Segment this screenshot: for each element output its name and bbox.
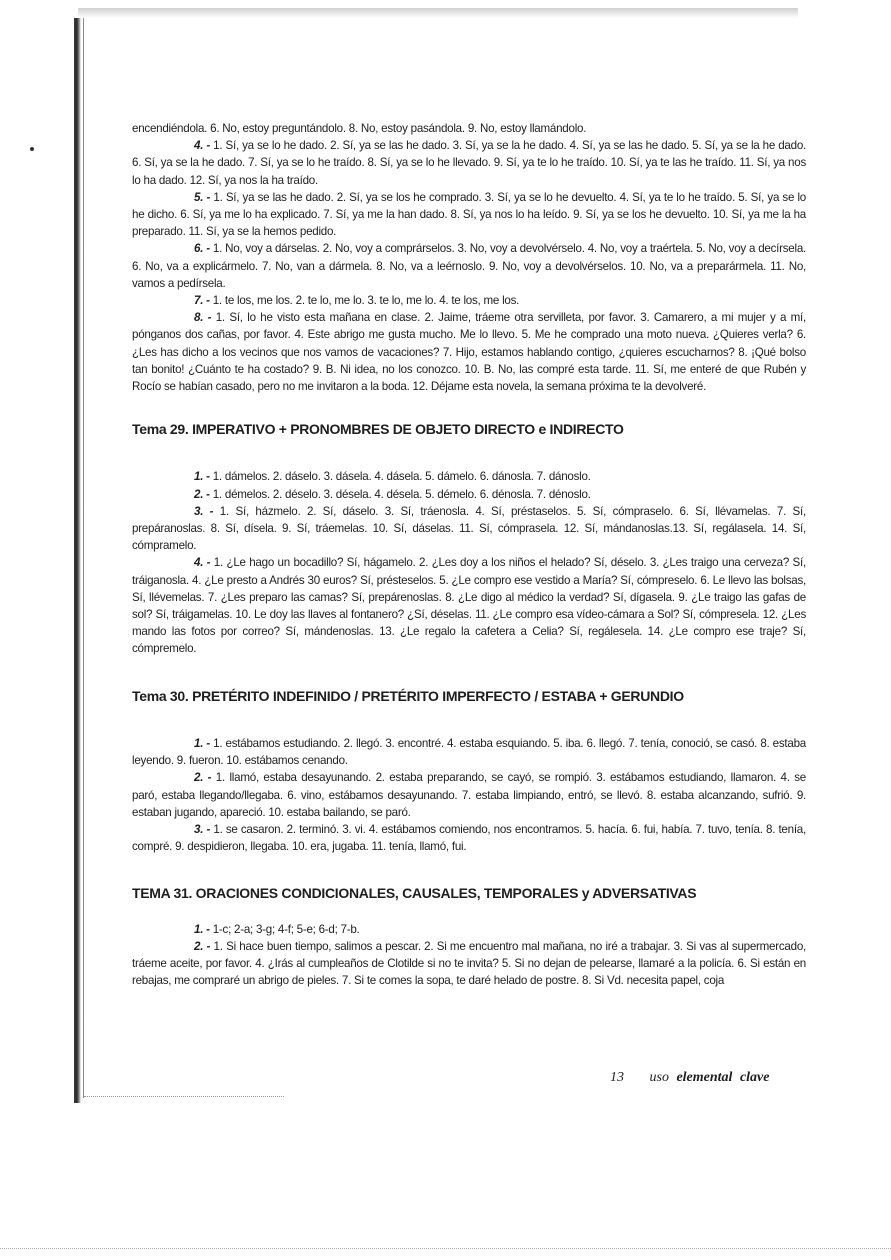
answer-paragraph <box>132 292 806 309</box>
exercise-number: 5. - <box>194 190 211 204</box>
answer-paragraph <box>132 554 806 657</box>
answer-text: 1. démelos. 2. déselo. 3. désela. 4. désela. 5. démelo. 6. dénosla. 7. dénoslo. <box>209 487 591 501</box>
exercise-number: 3. - <box>194 822 211 836</box>
scan-shadow-top <box>78 8 798 18</box>
answer-text: 1. te los, me los. 2. te lo, me lo. 3. te lo, me lo. 4. te los, me los. <box>209 294 520 308</box>
exercise-number: 4. - <box>194 556 211 570</box>
scan-binding-edge <box>74 18 81 1103</box>
answer-text: 1. ¿Le hago un bocadillo? Sí, hágamelo. 2. ¿Les doy a los niños el helado? Sí, déselo. 3. ¿Les traigo una cerveza? Sí, tráiganosla. 4. ¿Le presto a Andrés 30 euros? Sí, présteselos. 5. ¿Le compro ese vestido a María? Sí, cómpreselo. 6. Le llevo las bolsas, Sí, llévemelas. 7. ¿Les preparo las camas? Sí, prepárenoslas. 8. ¿Le digo al médico la verdad? Sí, dígasela. 9. ¿Le traigo las gafas de sol? Sí, tráigamelas. 10. Le doy las llaves al fontanero? ¿Sí, déselas. 11. ¿Le compro esa vídeo-cámara a Sol? Sí, cómpresela. 12. ¿Les mando las fotos por correo? Sí, mándenoslas. 13. ¿Le regalo la cafetera a Celia? Sí, regálesela. 14. ¿Le compro ese traje? Sí, cómpremelo. <box>132 556 806 656</box>
exercise-number: 1. - <box>194 736 210 750</box>
answer-text: 1. Sí, házmelo. 2. Sí, dáselo. 3. Sí, tráenosla. 4. Sí, préstaselos. 5. Sí, cómpraselo. 6. Sí, llévamelas. 7. Sí, prepáranoslas. 8. Sí, dísela. 9. Sí, tráemelas. 10. Sí, dáselas. 11. Sí, cómprasela. 12. Sí, mándanoslas.13. Sí, regálasela. 14. Sí, cómpramelo. <box>132 504 806 553</box>
answer-text: 1. estábamos estudiando. 2. llegó. 3. encontré. 4. estaba esquiando. 5. iba. 6. llegó. 7. tenía, conoció, se casó. 8. estaba leyendo. 9. fueron. 10. estábamos cenando. <box>132 736 806 768</box>
answer-paragraph <box>132 938 806 990</box>
exercise-number: 7. - <box>194 294 210 308</box>
exercise-number: 1. - <box>194 922 210 936</box>
exercise-number: 2. - <box>194 487 210 501</box>
answer-text: encendiéndola. 6. No, estoy preguntándolo. 8. No, estoy pasándola. 9. No, estoy llamándolo. <box>132 122 587 135</box>
exercise-number: 4. - <box>194 139 210 153</box>
answer-paragraph <box>132 468 806 485</box>
section-heading-tema-29: Tema 29. IMPERATIVO + PRONOMBRES DE OBJETO DIRECTO e INDIRECTO <box>132 421 624 438</box>
section-heading-tema-30: Tema 30. PRETÉRITO INDEFINIDO / PRETÉRITO IMPERFECTO / ESTABA + GERUNDIO <box>132 687 684 704</box>
exercise-number: 8. - <box>194 311 212 325</box>
scan-shadow-bottom <box>84 1096 284 1098</box>
answer-key-content <box>132 120 806 989</box>
answer-text: 1. dámelos. 2. dáselo. 3. dásela. 4. dásela. 5. dámelo. 6. dánosla. 7. dánoslo. <box>209 470 591 484</box>
answer-paragraph <box>132 486 806 503</box>
scan-page-edge <box>0 1248 891 1250</box>
answer-paragraph <box>132 503 806 555</box>
answer-paragraph <box>132 189 806 241</box>
footer-level: elemental <box>676 1070 733 1085</box>
page-footer <box>610 1070 769 1086</box>
answer-text: 1. Sí, ya se lo he dado. 2. Sí, ya se las he dado. 3. Sí, ya se la he dado. 4. Sí, ya se las he dado. 5. Sí, ya se la he dado. 6. Sí, ya se la he dado. 7. Sí, ya se lo he traído. 8. Sí, ya se lo he llevado. 9. Sí, ya te lo he traído. 10. Sí, ya te las he traído. 11. Sí, ya nos lo ha dado. 12. Sí, ya nos la ha traído. <box>132 139 806 187</box>
answer-paragraph <box>132 120 806 137</box>
answer-paragraph <box>132 309 806 395</box>
exercise-number: 2. - <box>194 939 211 953</box>
answer-paragraph <box>132 735 806 769</box>
exercise-number: 1. - <box>194 470 210 484</box>
answer-paragraph <box>132 769 806 821</box>
exercise-number: 6. - <box>194 242 210 256</box>
footer-book: clave <box>739 1070 770 1085</box>
answer-paragraph <box>132 137 806 189</box>
exercise-number: 3. - <box>194 504 214 518</box>
answer-text: 1. Sí, ya se las he dado. 2. Sí, ya se los he comprado. 3. Sí, ya se lo he devuelto. 4. Sí, ya te lo he traído. 5. Sí, ya se lo he dicho. 6. Sí, ya me lo ha explicado. 7. Sí, ya me la han dado. 8. Sí, ya nos lo ha leído. 9. Sí, ya se los he devuelto. 10. Sí, ya me la ha preparado. 11. Sí, ya se la hemos pedido. <box>132 190 806 239</box>
answer-paragraph <box>132 821 806 855</box>
answer-text: 1-c; 2-a; 3-g; 4-f; 5-e; 6-d; 7-b. <box>209 922 360 936</box>
answer-paragraph <box>132 240 806 292</box>
answer-text: 1. llamó, estaba desayunando. 2. estaba preparando, se cayó, se rompió. 3. estábamos estudiando, llamaron. 4. se paró, estaba llegando/llegaba. 6. vino, estábamos desayunando. 7. estaba limpiando, entró, se llevó. 8. estaba alcanzando, sufrió. 9. estaban jugando, apareció. 10. estaba bailando, se paró. <box>132 771 806 819</box>
answer-text: 1. Si hace buen tiempo, salimos a pescar. 2. Si me encuentro mal mañana, no iré a trabajar. 3. Si vas al supermercado, tráeme aceite, por favor. 4. ¿Irás al cumpleaños de Clotilde si no te invita? 5. Si no dejan de pelearse, llamaré a la policía. 6. Si están en rebajas, me compraré un abrigo de pieles. 7. Si te comes la sopa, te daré helado de postre. 8. Si Vd. necesita papel, coja <box>132 939 806 988</box>
answer-text: 1. se casaron. 2. terminó. 3. vi. 4. estábamos comiendo, nos encontramos. 5. hacía. 6. fui, había. 7. tuvo, tenía. 8. tenía, compré. 9. despidieron, llegaba. 10. era, jugaba. 11. tenía, llamó, fui. <box>132 822 806 854</box>
answer-text: 1. No, voy a dárselas. 2. No, voy a comprárselos. 3. No, voy a devolvérselo. 4. No, voy a traértela. 5. No, voy a decírsela. 6. No, va a explicármelo. 7. No, van a dármela. 8. No, va a leérnoslo. 9. No, voy a devolvérselos. 10. No, va a preparármela. 11. No, vamos a pedírsela. <box>132 242 806 290</box>
scan-binding-line <box>83 18 84 1098</box>
exercise-number: 2. - <box>194 771 212 785</box>
page-number: 13 <box>610 1070 624 1085</box>
footer-series: uso <box>649 1070 669 1085</box>
margin-dot <box>30 147 34 151</box>
answer-paragraph <box>132 921 806 938</box>
section-heading-tema-31: TEMA 31. ORACIONES CONDICIONALES, CAUSALES, TEMPORALES y ADVERSATIVAS <box>132 885 697 902</box>
answer-text: 1. Sí, lo he visto esta mañana en clase. 2. Jaime, tráeme otra servilleta, por favor. 3. Camarero, a mi mujer y a mí, pónganos dos cañas, por favor. 4. Este abrigo me gusta mucho. Me lo llevo. 5. Me he comprado una moto nueva. ¿Quieres verla? 6. ¿Les has dicho a los vecinos que nos vamos de vacaciones? 7. Hijo, estamos hablando contigo, ¿quieres escucharnos? 8. ¡Qué bolso tan bonito! ¿Cuánto te ha costado? 9. B. Ni idea, no los conozco. 10. B. No, las compré esta tarde. 11. Sí, me enteré de que Rubén y Rocío se habían casado, pero no me invitaron a la boda. 12. Déjame esta novela, la semana próxima te la devolveré. <box>132 311 806 394</box>
